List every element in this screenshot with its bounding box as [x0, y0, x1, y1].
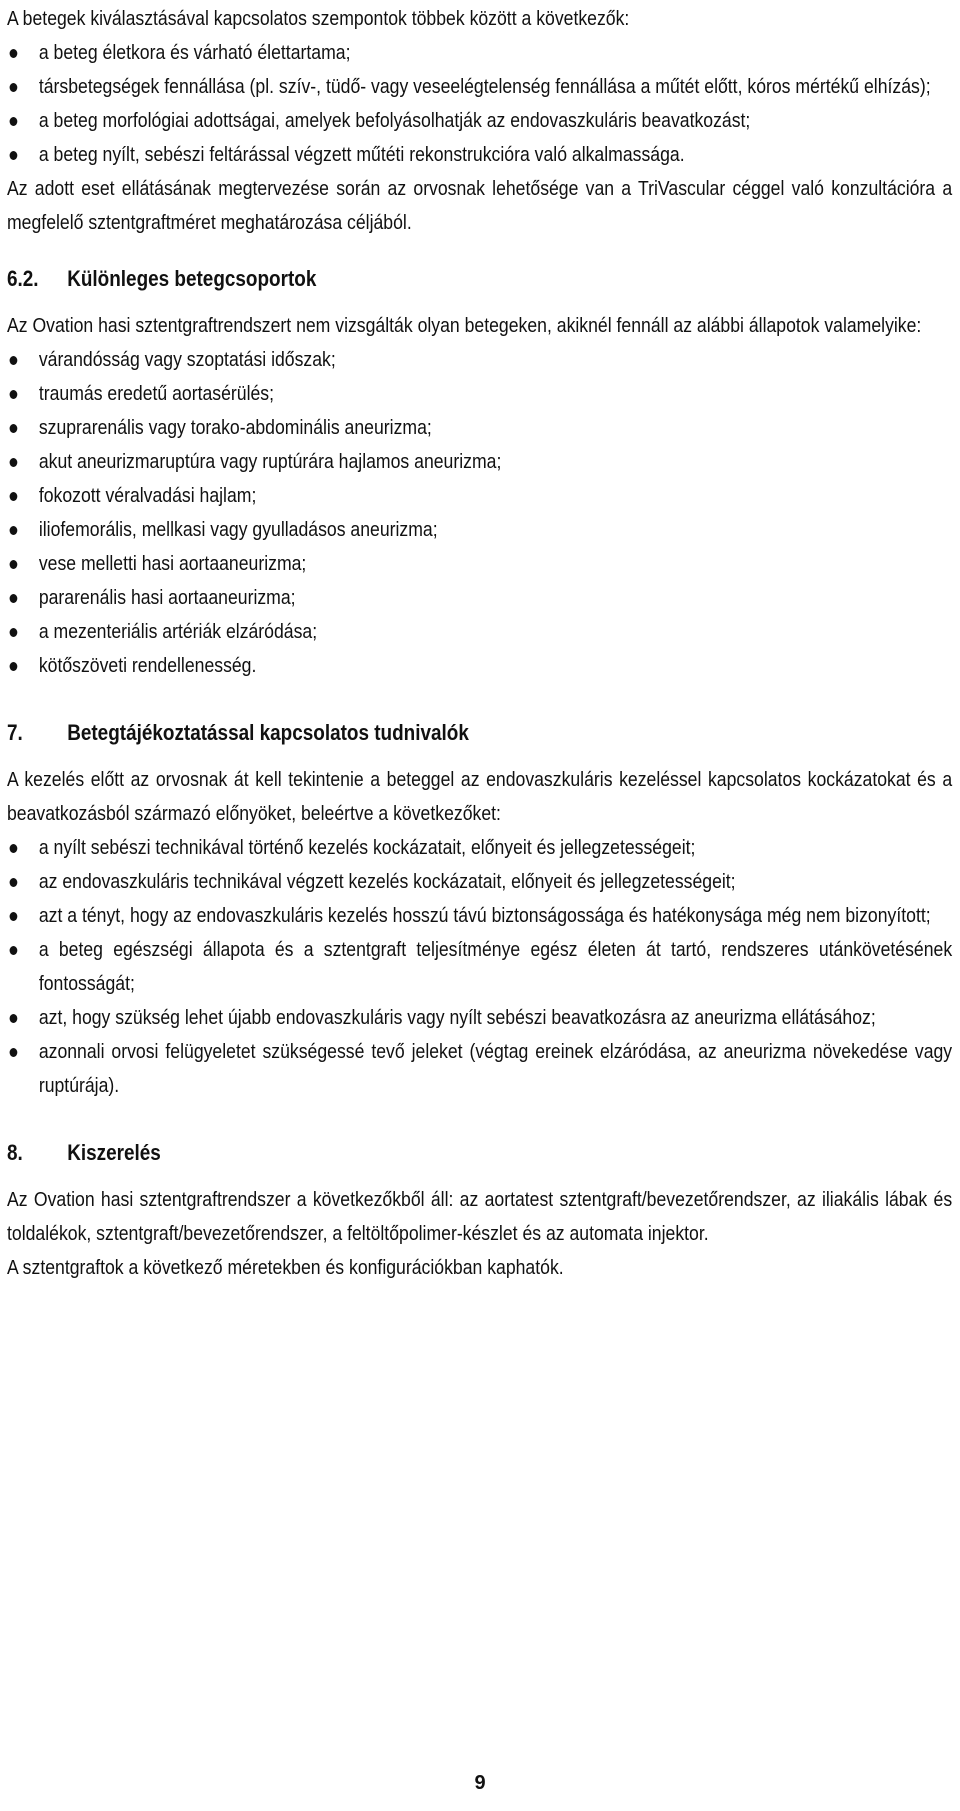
spacer — [7, 1170, 952, 1183]
page-number: 9 — [474, 1772, 486, 1794]
list-item: szuprarenális vagy torako-abdominális aneurizma; — [7, 411, 952, 445]
list-item: vese melletti hasi aortaaneurizma; — [7, 547, 952, 581]
section-title: Betegtájékoztatással kapcsolatos tudnivalók — [67, 720, 469, 745]
list-item: akut aneurizmaruptúra vagy ruptúrára hajlamos aneurizma; — [7, 445, 952, 479]
list-item: iliofemorális, mellkasi vagy gyulladásos aneurizma; — [7, 513, 952, 547]
list-item: a nyílt sebészi technikával történő kezelés kockázatait, előnyeit és jellegzetességeit; — [7, 831, 952, 865]
section-6-2-paragraph: Az Ovation hasi sztentgraftrendszert nem vizsgálták olyan betegeken, akiknél fennáll az alábbi állapotok valamelyike: — [7, 314, 922, 337]
list-item: várandósság vagy szoptatási időszak; — [7, 343, 952, 377]
section-heading-7 — [7, 716, 952, 750]
list-item: azonnali orvosi felügyeletet szükségessé tevő jeleket (végtag ereinek elzáródása, az aneurizma növekedése vagy ruptúrája). — [7, 1035, 952, 1103]
list-item: pararenális hasi aortaaneurizma; — [7, 581, 952, 615]
intro-heading-line: A betegek kiválasztásával kapcsolatos szempontok többek között a következők: — [7, 7, 630, 30]
list-item: fokozott véralvadási hajlam; — [7, 479, 952, 513]
spacer — [7, 750, 952, 763]
list-item: a beteg életkora és várható élettartama; — [7, 36, 952, 70]
list-item: társbetegségek fennállása (pl. szív-, tüdő- vagy veseelégtelenség fennállása a műtét előtt, kóros mértékű elhízás); — [7, 70, 952, 104]
spacer — [7, 1103, 952, 1136]
intro-bullet-list — [7, 36, 952, 172]
spacer — [7, 296, 952, 309]
section-title: Különleges betegcsoportok — [67, 266, 317, 291]
section-8-paragraph-2: A sztentgraftok a következő méretekben és konfigurációkban kaphatók. — [7, 1256, 564, 1279]
list-item: azt a tényt, hogy az endovaszkuláris kezelés hosszú távú biztonságossága és hatékonysága még nem bizonyított; — [7, 899, 952, 933]
document-page — [7, 2, 952, 1285]
section-6-2-bullet-list — [7, 343, 952, 683]
section-7-paragraph: A kezelés előtt az orvosnak át kell tekintenie a beteggel az endovaszkuláris kezeléssel kapcsolatos kockázatokat és a beavatkozásból származó előnyöket, beleértve a következőket: — [7, 768, 953, 825]
section-number: 7. — [7, 720, 23, 745]
list-item: kötőszöveti rendellenesség. — [7, 649, 952, 683]
spacer — [7, 683, 952, 716]
list-item: a beteg egészségi állapota és a sztentgraft teljesítménye egész életen át tartó, rendszeres utánkövetésének fontosságát; — [7, 933, 952, 1001]
list-item: az endovaszkuláris technikával végzett kezelés kockázatait, előnyeit és jellegzetességeit; — [7, 865, 952, 899]
list-item: azt, hogy szükség lehet újabb endovaszkuláris vagy nyílt sebészi beavatkozásra az aneurizma ellátásához; — [7, 1001, 952, 1035]
spacer — [7, 240, 952, 262]
intro-paragraph: Az adott eset ellátásának megtervezése során az orvosnak lehetősége van a TriVascular céggel való konzultációra a megfelelő sztentgraftméret meghatározása céljából. — [7, 177, 953, 234]
section-number: 6.2. — [7, 266, 39, 291]
document-body — [7, 2, 952, 1285]
section-8-paragraph-1: Az Ovation hasi sztentgraftrendszer a következőkből áll: az aortatest sztentgraft/bevezetőrendszer, az iliakális lábak és toldalékok, sztentgraft/bevezetőrendszer, a feltöltőpolimer-készlet és az automata injektor. — [7, 1188, 953, 1245]
list-item: traumás eredetű aortasérülés; — [7, 377, 952, 411]
section-title: Kiszerelés — [67, 1140, 161, 1165]
section-7-bullet-list — [7, 831, 952, 1103]
list-item: a beteg morfológiai adottságai, amelyek befolyásolhatják az endovaszkuláris beavatkozást; — [7, 104, 952, 138]
list-item: a mezenteriális artériák elzáródása; — [7, 615, 952, 649]
section-heading-8 — [7, 1136, 952, 1170]
section-number: 8. — [7, 1140, 23, 1165]
list-item: a beteg nyílt, sebészi feltárással végzett műtéti rekonstrukcióra való alkalmassága. — [7, 138, 952, 172]
section-heading-6-2 — [7, 262, 952, 296]
